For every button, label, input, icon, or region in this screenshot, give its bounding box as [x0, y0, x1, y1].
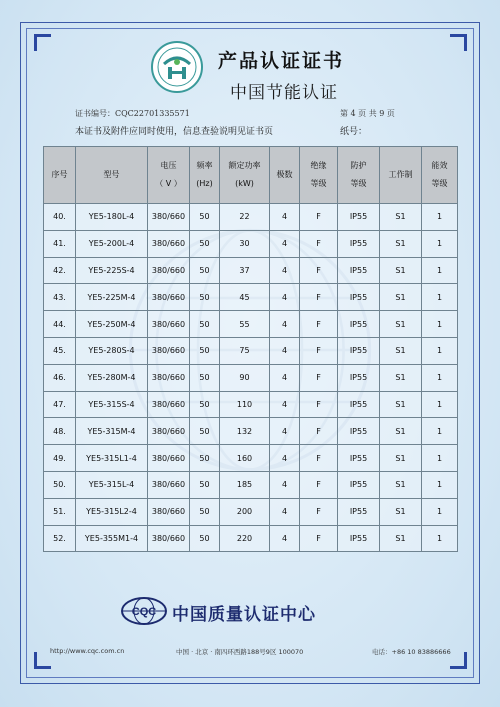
table-cell: IP55: [338, 337, 380, 364]
table-cell: 45: [220, 284, 270, 311]
table-cell: 132: [220, 418, 270, 445]
table-cell: YE5-225M-4: [76, 284, 148, 311]
column-header-text: 能效: [431, 161, 448, 170]
table-cell: 4: [270, 391, 300, 418]
table-cell: S1: [380, 445, 422, 472]
table-cell: 48.: [44, 418, 76, 445]
table-cell: 22: [220, 204, 270, 231]
column-header-text: 额定功率: [228, 161, 261, 170]
table-cell: IP55: [338, 204, 380, 231]
table-cell: 30: [220, 230, 270, 257]
cqc-logo-text: CQC: [131, 606, 157, 618]
table-cell: F: [300, 418, 338, 445]
table-cell: 49.: [44, 445, 76, 472]
certificate-subtitle: 中国节能认证: [230, 83, 338, 103]
table-cell: 1: [422, 525, 458, 552]
table-cell: 4: [270, 284, 300, 311]
table-cell: 50: [190, 525, 220, 552]
table-cell: S1: [380, 471, 422, 498]
column-header: [220, 147, 270, 204]
paper-number-label: 纸号：: [340, 127, 368, 137]
table-cell: 75: [220, 337, 270, 364]
corner-ornament: [450, 652, 467, 669]
table-cell: 4: [270, 445, 300, 472]
table-cell: F: [300, 525, 338, 552]
table-cell: IP55: [338, 391, 380, 418]
column-header: [338, 147, 380, 204]
corner-ornament: [34, 652, 51, 669]
table-cell: 52.: [44, 525, 76, 552]
table-cell: 380/660: [148, 204, 190, 231]
table-cell: 380/660: [148, 525, 190, 552]
table-cell: F: [300, 311, 338, 338]
table-cell: S1: [380, 391, 422, 418]
table-row: [44, 311, 458, 338]
table-cell: 1: [422, 471, 458, 498]
table-cell: S1: [380, 525, 422, 552]
table-cell: 380/660: [148, 284, 190, 311]
column-header-text: 序号: [51, 170, 68, 179]
table-cell: S1: [380, 311, 422, 338]
table-cell: YE5-280S-4: [76, 337, 148, 364]
table-cell: S1: [380, 364, 422, 391]
column-header-text: 等级: [310, 179, 327, 188]
table-cell: 45.: [44, 337, 76, 364]
table-cell: 50: [190, 391, 220, 418]
table-cell: 50: [190, 257, 220, 284]
table-cell: 43.: [44, 284, 76, 311]
table-cell: IP55: [338, 445, 380, 472]
table-cell: 50: [190, 311, 220, 338]
table-cell: 200: [220, 498, 270, 525]
table-cell: YE5-315L1-4: [76, 445, 148, 472]
table-cell: 380/660: [148, 364, 190, 391]
table-cell: S1: [380, 204, 422, 231]
table-cell: S1: [380, 284, 422, 311]
table-cell: 380/660: [148, 257, 190, 284]
column-header-text: 极数: [276, 170, 293, 179]
table-cell: YE5-315M-4: [76, 418, 148, 445]
column-header: [422, 147, 458, 204]
table-row: [44, 445, 458, 472]
table-cell: 4: [270, 364, 300, 391]
table-cell: F: [300, 391, 338, 418]
column-header-text: 防护: [350, 161, 367, 170]
table-cell: 1: [422, 337, 458, 364]
corner-ornament: [34, 34, 51, 51]
table-cell: 380/660: [148, 230, 190, 257]
table-row: [44, 525, 458, 552]
table-cell: 50.: [44, 471, 76, 498]
table-cell: S1: [380, 257, 422, 284]
table-cell: F: [300, 445, 338, 472]
column-header: [190, 147, 220, 204]
table-row: [44, 284, 458, 311]
table-cell: 4: [270, 204, 300, 231]
table-cell: 1: [422, 418, 458, 445]
table-cell: IP55: [338, 418, 380, 445]
table-cell: 1: [422, 445, 458, 472]
table-cell: 4: [270, 257, 300, 284]
table-cell: F: [300, 257, 338, 284]
website-url: http://www.cqc.com.cn: [50, 647, 125, 655]
table-cell: 1: [422, 284, 458, 311]
table-cell: IP55: [338, 230, 380, 257]
table-cell: 4: [270, 337, 300, 364]
table-cell: 380/660: [148, 391, 190, 418]
table-cell: IP55: [338, 498, 380, 525]
phone-number: 电话：+86 10 83886666: [372, 648, 451, 656]
table-cell: 4: [270, 471, 300, 498]
table-row: [44, 204, 458, 231]
table-cell: 1: [422, 257, 458, 284]
table-cell: 50: [190, 204, 220, 231]
energy-certification-logo-icon: [150, 40, 204, 94]
column-header-text: 电压: [160, 161, 177, 170]
table-cell: S1: [380, 337, 422, 364]
table-row: [44, 337, 458, 364]
table-cell: YE5-250M-4: [76, 311, 148, 338]
table-cell: IP55: [338, 364, 380, 391]
column-header-text: 工作制: [388, 170, 413, 179]
table-cell: 380/660: [148, 498, 190, 525]
table-cell: 1: [422, 364, 458, 391]
column-header: [76, 147, 148, 204]
table-cell: S1: [380, 418, 422, 445]
table-cell: IP55: [338, 525, 380, 552]
table-cell: 40.: [44, 204, 76, 231]
column-header-text: 等级: [431, 179, 448, 188]
table-cell: YE5-355M1-4: [76, 525, 148, 552]
column-header-text: 绝缘: [310, 161, 327, 170]
table-row: [44, 230, 458, 257]
table-cell: 380/660: [148, 337, 190, 364]
table-row: [44, 498, 458, 525]
table-cell: 44.: [44, 311, 76, 338]
table-cell: 42.: [44, 257, 76, 284]
table-cell: 1: [422, 498, 458, 525]
column-header-text: (Hz): [196, 179, 213, 188]
table-cell: 50: [190, 498, 220, 525]
column-header: [300, 147, 338, 204]
table-cell: 50: [190, 364, 220, 391]
table-cell: 4: [270, 418, 300, 445]
table-cell: 50: [190, 337, 220, 364]
table-cell: F: [300, 204, 338, 231]
table-row: [44, 471, 458, 498]
certificate-number: 证书编号：CQC22701335571: [75, 109, 190, 118]
product-table: [43, 146, 458, 552]
table-cell: 220: [220, 525, 270, 552]
table-cell: 47.: [44, 391, 76, 418]
table-cell: 50: [190, 471, 220, 498]
column-header: [148, 147, 190, 204]
table-cell: 50: [190, 418, 220, 445]
table-cell: 160: [220, 445, 270, 472]
table-cell: YE5-180L-4: [76, 204, 148, 231]
table-cell: 1: [422, 391, 458, 418]
table-cell: 380/660: [148, 418, 190, 445]
address: 中国 · 北京 · 南四环西路188号9区 100070: [176, 648, 304, 656]
table-header-row: [44, 147, 458, 204]
table-cell: 55: [220, 311, 270, 338]
column-header-text: 等级: [350, 179, 367, 188]
cqc-logo-icon: [120, 596, 168, 626]
table-cell: F: [300, 284, 338, 311]
column-header: [44, 147, 76, 204]
table-cell: 50: [190, 230, 220, 257]
table-cell: 110: [220, 391, 270, 418]
organization-name: 中国质量认证中心: [172, 605, 316, 625]
column-header: [380, 147, 422, 204]
table-row: [44, 257, 458, 284]
table-cell: S1: [380, 498, 422, 525]
table-cell: YE5-200L-4: [76, 230, 148, 257]
table-cell: IP55: [338, 284, 380, 311]
column-header-text: (kW): [235, 179, 254, 188]
table-cell: 1: [422, 311, 458, 338]
table-cell: 380/660: [148, 445, 190, 472]
table-cell: YE5-280M-4: [76, 364, 148, 391]
column-header-text: 频率: [196, 161, 213, 170]
usage-notice: 本证书及附件应同时使用，信息查验说明见证书页: [75, 127, 274, 137]
table-cell: F: [300, 230, 338, 257]
column-header-text: 型号: [103, 170, 120, 179]
table-cell: 1: [422, 230, 458, 257]
column-header-text: （ V ）: [155, 179, 182, 188]
table-cell: 4: [270, 525, 300, 552]
page-number: 第 4 页 共 9 页: [340, 109, 395, 118]
table-cell: 51.: [44, 498, 76, 525]
table-cell: 4: [270, 311, 300, 338]
certificate-title: 产品认证证书: [218, 50, 345, 72]
table-cell: 37: [220, 257, 270, 284]
table-cell: 50: [190, 445, 220, 472]
table-cell: 4: [270, 498, 300, 525]
table-cell: 380/660: [148, 471, 190, 498]
table-row: [44, 418, 458, 445]
table-cell: 4: [270, 230, 300, 257]
table-cell: YE5-315L-4: [76, 471, 148, 498]
table-cell: S1: [380, 230, 422, 257]
table-cell: YE5-315L2-4: [76, 498, 148, 525]
table-cell: 1: [422, 204, 458, 231]
column-header: [270, 147, 300, 204]
table-cell: F: [300, 498, 338, 525]
table-cell: 46.: [44, 364, 76, 391]
table-cell: IP55: [338, 471, 380, 498]
corner-ornament: [450, 34, 467, 51]
table-cell: 50: [190, 284, 220, 311]
table-cell: 90: [220, 364, 270, 391]
table-cell: F: [300, 337, 338, 364]
table-cell: YE5-315S-4: [76, 391, 148, 418]
table-cell: IP55: [338, 311, 380, 338]
table-cell: IP55: [338, 257, 380, 284]
table-cell: YE5-225S-4: [76, 257, 148, 284]
table-cell: F: [300, 471, 338, 498]
table-cell: F: [300, 364, 338, 391]
table-cell: 185: [220, 471, 270, 498]
table-cell: 380/660: [148, 311, 190, 338]
table-row: [44, 391, 458, 418]
table-cell: 41.: [44, 230, 76, 257]
table-row: [44, 364, 458, 391]
